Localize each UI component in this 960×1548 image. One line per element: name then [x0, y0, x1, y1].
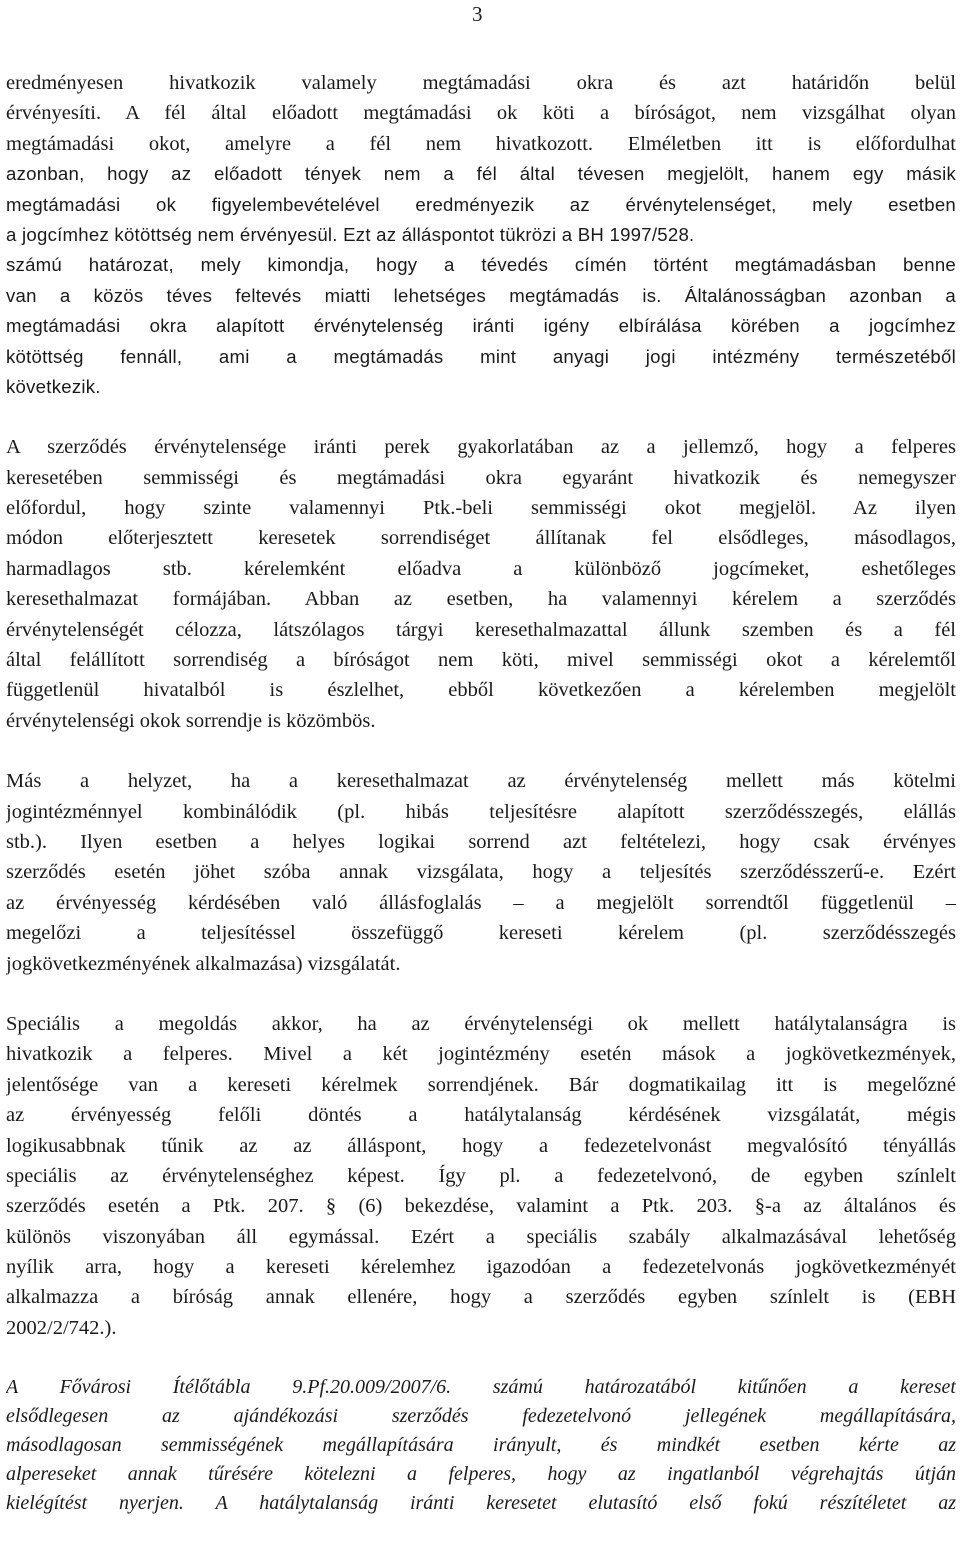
text-line: az érvényesség felőli döntés a hatálytalanság kérdésének vizsgálatát, mégis [6, 1104, 956, 1127]
body-paragraph [6, 766, 956, 979]
text-line: szerződés esetén jöhet szóba annak vizsgálata, hogy a teljesítés szerződésszerű-e. Ezért [6, 861, 956, 884]
text-line: kielégítést nyerjen. A hatálytalanság iránti keresetet elutasító első fokú részítéletet az [6, 1492, 956, 1515]
text-line: Speciális a megoldás akkor, ha az érvénytelenségi ok mellett hatálytalanságra is [6, 1012, 956, 1035]
text-line: Más a helyzet, ha a keresethalmazat az érvénytelenség mellett más kötelmi [6, 770, 956, 793]
text-line: van a közös téves feltevés miatti lehetséges megtámadás is. Általánosságban azonban a [6, 284, 956, 306]
text-line: keresetében semmisségi és megtámadási okra egyaránt hivatkozik és nemegyszer [6, 466, 956, 489]
text-line: hivatkozik a felperes. Mivel a két jogintézmény esetén mások a jogkövetkezmények, [6, 1043, 956, 1066]
text-line: megtámadási ok figyelembevételével eredményezik az érvénytelenséget, mely esetben [6, 193, 956, 215]
text-line: jogintézménnyel kombinálódik (pl. hibás teljesítésre alapított szerződésszegés, elállás [6, 800, 956, 823]
text-line: 2002/2/742.). [6, 1316, 117, 1339]
text-line: A szerződés érvénytelensége iránti perek gyakorlatában az a jellemző, hogy a felperes [6, 436, 956, 459]
text-line: stb.). Ilyen esetben a helyes logikai sorrend azt feltételezi, hogy csak érvényes [6, 830, 956, 853]
text-line: az érvényesség kérdésében való állásfoglalás – a megjelölt sorrendtől függetlenül – [6, 891, 956, 914]
text-line: elsődlegesen az ajándékozási szerződés fedezetelvonó jellegének megállapítására, [6, 1405, 956, 1428]
text-line: érvénytelenségi okok sorrendje is közömbös. [6, 709, 376, 732]
body-paragraph [6, 68, 956, 402]
text-line: a jogcímhez kötöttség nem érvényesül. Ezt az álláspontot tükrözi a BH 1997/528. [6, 223, 695, 245]
text-line: megelőzi a teljesítéssel összefüggő kereseti kérelem (pl. szerződésszegés [6, 922, 956, 945]
page-number: 3 [472, 2, 483, 26]
case-citation-paragraph [6, 1373, 956, 1518]
body-paragraph [6, 1009, 956, 1343]
text-line: eredményesen hivatkozik valamely megtámadási okra és azt határidőn belül [6, 72, 956, 94]
text-line: jogkövetkezményének alkalmazása) vizsgálatát. [6, 952, 401, 975]
text-line: alkalmazza a bíróság annak ellenére, hogy a szerződés egyben színlelt is (EBH [6, 1286, 956, 1309]
text-line: logikusabbnak tűnik az az álláspont, hogy a fedezetelvonást megvalósító tényállás [6, 1134, 956, 1157]
text-line: másodlagosan semmisségének megállapítására irányult, és mindkét esetben kérte az [6, 1434, 956, 1457]
text-line: A Fővárosi Ítélőtábla 9.Pf.20.009/2007/6. számú határozatából kitűnően a kereset [6, 1376, 956, 1399]
text-line: azonban, hogy az előadott tények nem a fél által tévesen megjelölt, hanem egy másik [6, 163, 956, 185]
text-line: függetlenül hivatalból is észlelhet, ebből következően a kérelemben megjelölt [6, 679, 956, 702]
text-line: érvénytelenségét célozza, látszólagos tárgyi keresethalmazattal állunk szemben és a fél [6, 618, 956, 641]
text-line: kötöttség fennáll, ami a megtámadás mint anyagi jogi intézmény természetéből [6, 345, 956, 367]
text-line: különös viszonyában áll egymással. Ezért a speciális szabály alkalmazásával lehetőség [6, 1225, 956, 1248]
text-line: megtámadási okra alapított érvénytelenség iránti igény elbírálása körében a jogcímhez [6, 315, 956, 337]
text-line: keresethalmazat formájában. Abban az esetben, ha valamennyi kérelem a szerződés [6, 588, 956, 611]
text-line: következik. [6, 375, 101, 397]
text-line: nyílik arra, hogy a kereseti kérelemhez igazodóan a fedezetelvonás jogkövetkezményét [6, 1256, 956, 1279]
text-line: által felállított sorrendiség a bíróságot nem köti, mivel semmisségi okot a kérelemtől [6, 649, 956, 672]
text-line: számú határozat, mely kimondja, hogy a tévedés címén történt megtámadásban benne [6, 254, 956, 276]
text-line: alpereseket annak tűrésére kötelezni a felperes, hogy az ingatlanból végrehajtás útján [6, 1463, 956, 1486]
document-body [6, 68, 956, 1548]
text-line: szerződés esetén a Ptk. 207. § (6) bekezdése, valamint a Ptk. 203. §-a az általános és [6, 1195, 956, 1218]
text-line: jelentősége van a kereseti kérelmek sorrendjének. Bár dogmatikailag itt is megelőzné [6, 1073, 956, 1096]
text-line: megtámadási okot, amelyre a fél nem hivatkozott. Elméletben itt is előfordulhat [6, 132, 956, 155]
text-line: előfordul, hogy szinte valamennyi Ptk.-beli semmisségi okot megjelöl. Az ilyen [6, 497, 956, 520]
text-line: harmadlagos stb. kérelemként előadva a különböző jogcímeket, eshetőleges [6, 557, 956, 580]
body-paragraph [6, 432, 956, 736]
text-line: módon előterjesztett keresetek sorrendiséget állítanak fel elsődleges, másodlagos, [6, 527, 956, 550]
text-line: speciális az érvénytelenséghez képest. Így pl. a fedezetelvonó, de egyben színlelt [6, 1164, 956, 1187]
text-line: érvényesíti. A fél által előadott megtámadási ok köti a bíróságot, nem vizsgálhat olyan [6, 102, 956, 125]
